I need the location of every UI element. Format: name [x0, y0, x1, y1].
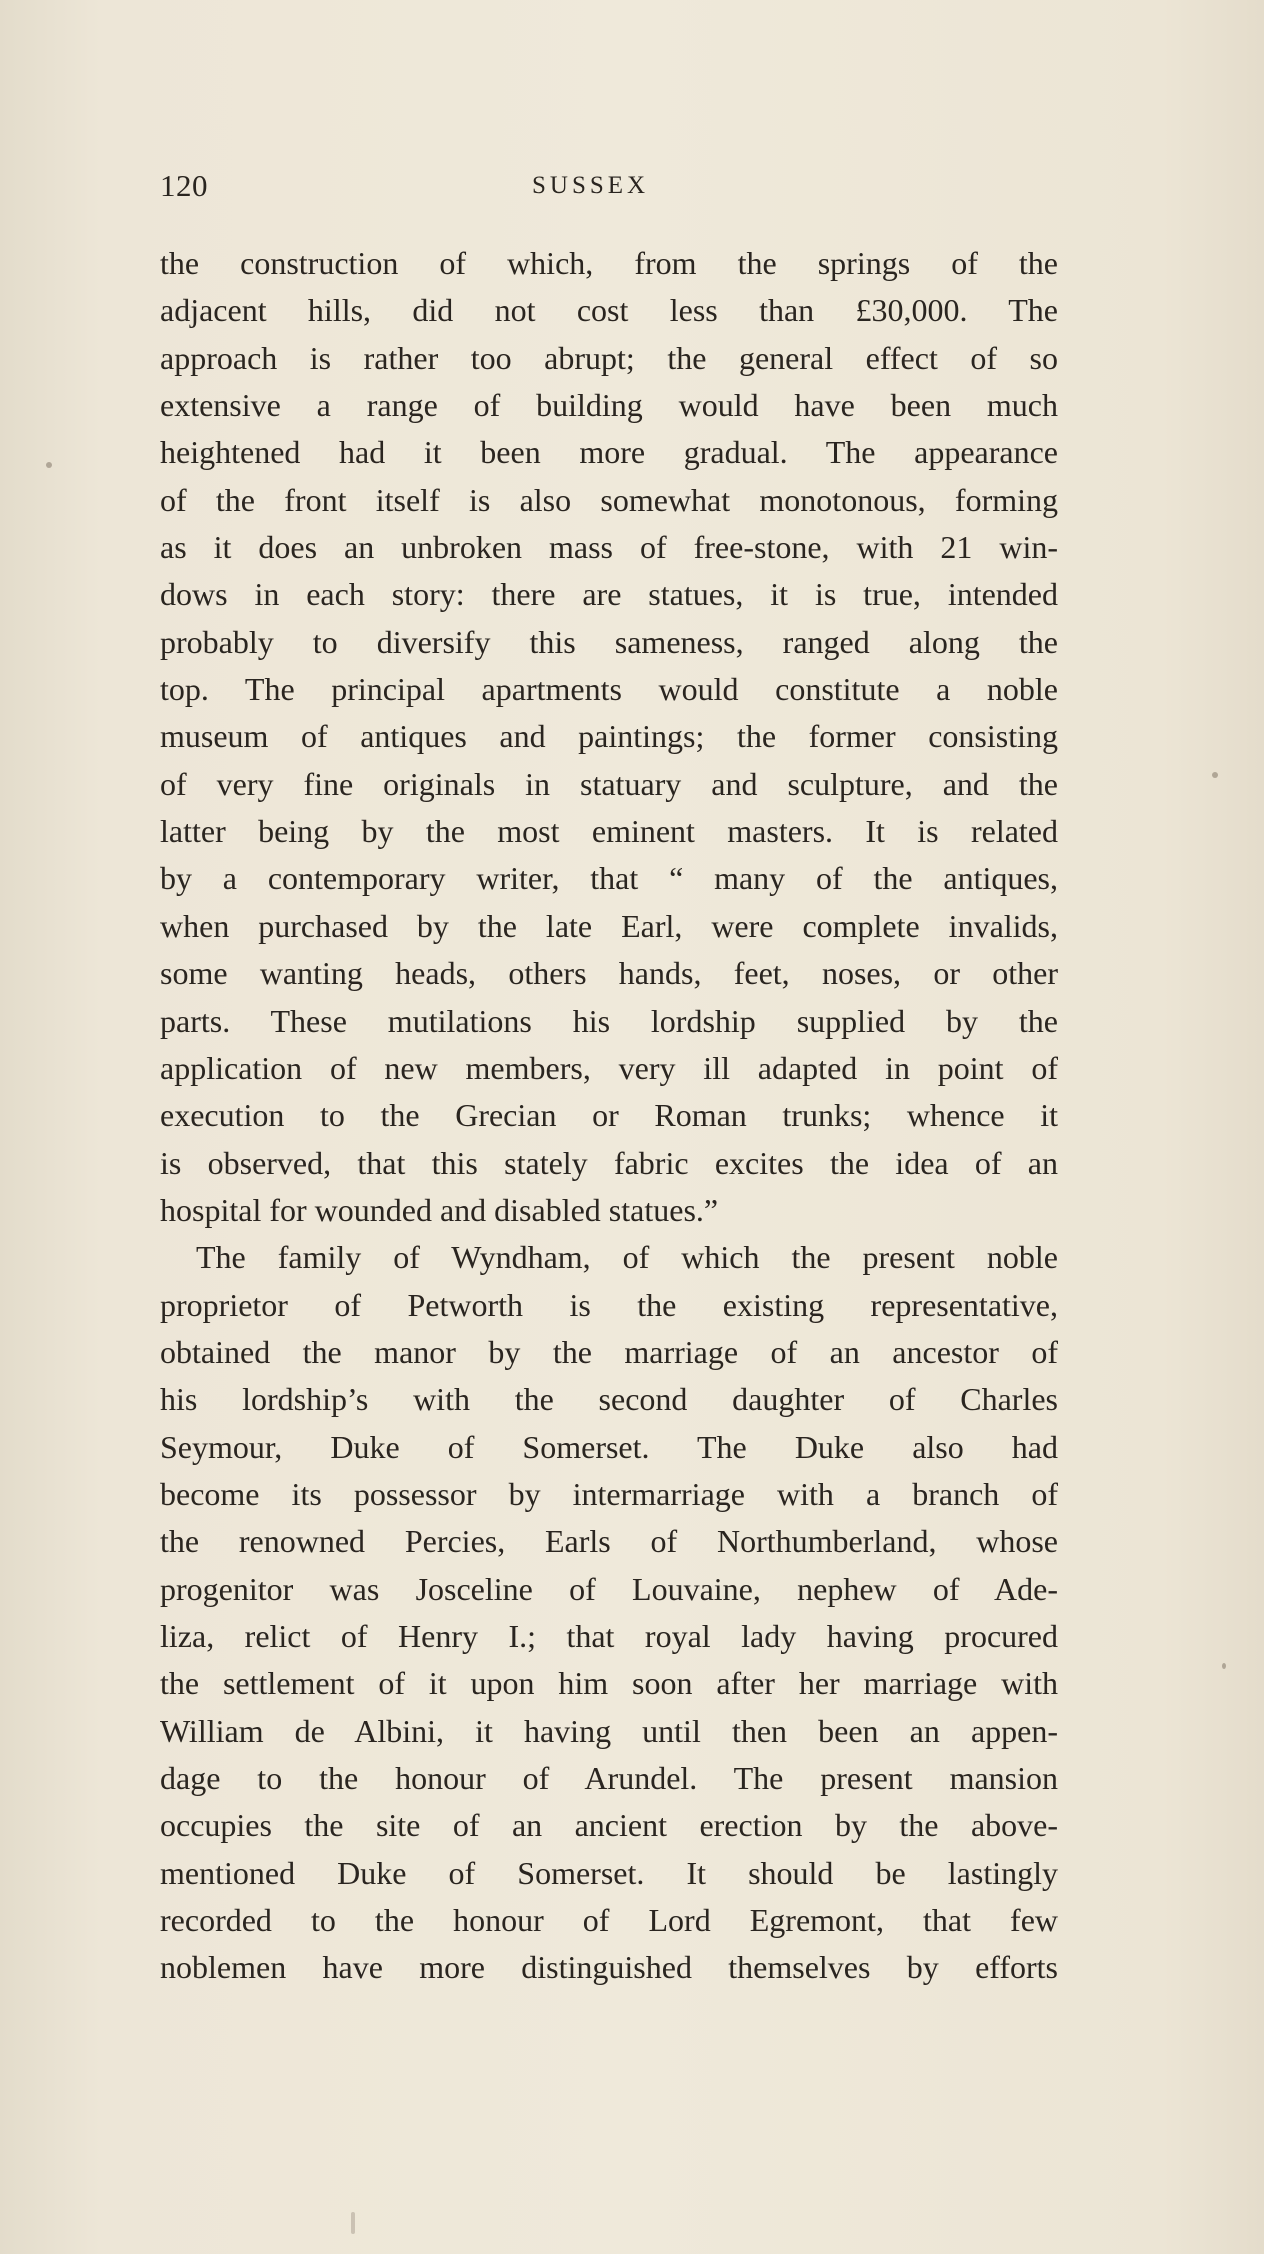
page-number: 120 [160, 168, 208, 203]
text-line: recorded to the honour of Lord Egremont, that few [160, 1902, 1058, 1939]
text-line: proprietor of Petworth is the existing representative, [160, 1286, 1058, 1323]
text-line: become its possessor by intermarriage with a branch of [160, 1475, 1058, 1512]
text-line: his lordship’s with the second daughter of Charles [160, 1381, 1058, 1418]
text-line: of the front itself is also somewhat monotonous, forming [160, 481, 1058, 518]
text-line: Seymour, Duke of Somerset. The Duke also had [160, 1428, 1058, 1465]
paragraph-start-line: The family of Wyndham, of which the present noble [196, 1239, 1058, 1276]
text-line: execution to the Grecian or Roman trunks; whence it [160, 1097, 1058, 1134]
text-line: parts. These mutilations his lordship supplied by the [160, 1002, 1058, 1039]
text-line: liza, relict of Henry I.; that royal lady having procured [160, 1617, 1058, 1654]
text-line: probably to diversify this sameness, ranged along the [160, 623, 1058, 660]
text-line: mentioned Duke of Somerset. It should be lastingly [160, 1854, 1058, 1891]
paragraph-end-line: hospital for wounded and disabled statues.” [160, 1191, 719, 1228]
page-header [160, 168, 1058, 208]
body-text [160, 240, 1058, 1992]
text-line: of very fine originals in statuary and sculpture, and the [160, 765, 1058, 802]
paper-speck [1212, 772, 1218, 778]
text-line: as it does an unbroken mass of free-stone, with 21 win- [160, 529, 1058, 566]
text-line: progenitor was Josceline of Louvaine, nephew of Ade- [160, 1570, 1058, 1607]
text-line: when purchased by the late Earl, were complete invalids, [160, 907, 1058, 944]
text-line: dage to the honour of Arundel. The present mansion [160, 1760, 1058, 1796]
text-line: museum of antiques and paintings; the former consisting [160, 718, 1058, 755]
paper-speck [1222, 1663, 1226, 1669]
text-line: is observed, that this stately fabric excites the idea of an [160, 1144, 1058, 1181]
text-line: noblemen have more distinguished themselves by efforts [160, 1949, 1058, 1986]
text-line: top. The principal apartments would constitute a noble [160, 671, 1058, 708]
text-line: the renowned Percies, Earls of Northumberland, whose [160, 1523, 1058, 1560]
text-line: by a contemporary writer, that “ many of the antiques, [160, 860, 1058, 897]
text-line: occupies the site of an ancient erection by the above- [160, 1807, 1058, 1844]
text-line: application of new members, very ill adapted in point of [160, 1049, 1058, 1086]
text-line: the construction of which, from the springs of the [160, 245, 1058, 281]
text-line: approach is rather too abrupt; the general effect of so [160, 339, 1058, 376]
text-line: dows in each story: there are statues, it is true, intended [160, 576, 1058, 613]
text-line: the settlement of it upon him soon after her marriage with [160, 1665, 1058, 1702]
text-line: some wanting heads, others hands, feet, noses, or other [160, 955, 1058, 992]
paper-speck [351, 2212, 355, 2234]
text-line: William de Albini, it having until then been an appen- [160, 1712, 1058, 1749]
paper-speck [46, 462, 52, 468]
text-line: obtained the manor by the marriage of an ancestor of [160, 1333, 1058, 1370]
text-line: adjacent hills, did not cost less than £30,000. The [160, 292, 1058, 329]
text-line: heightened had it been more gradual. The appearance [160, 434, 1058, 471]
text-line: latter being by the most eminent masters. It is related [160, 813, 1058, 850]
text-line: extensive a range of building would have been much [160, 387, 1058, 424]
running-head: SUSSEX [532, 172, 650, 199]
